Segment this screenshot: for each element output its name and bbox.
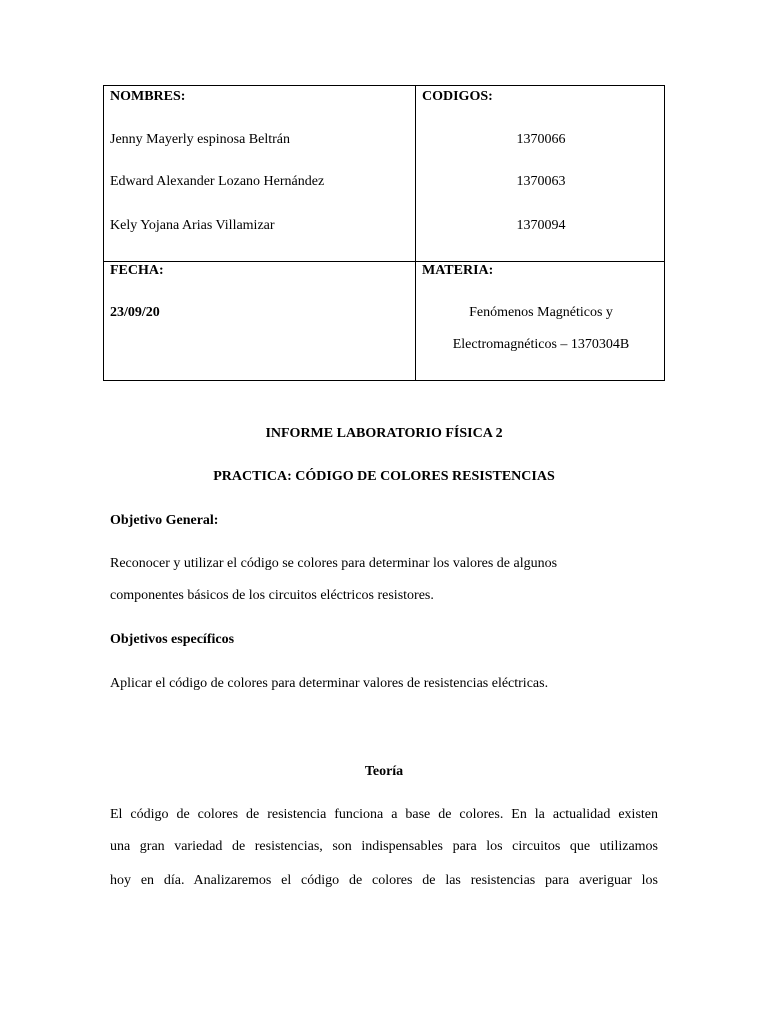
theory-line-1: El código de colores de resistencia funciona a base de colores. En la actualidad existen: [110, 807, 658, 822]
table-divider-horizontal: [104, 261, 664, 262]
subject-label: MATERIA:: [422, 263, 494, 278]
codes-label: CODIGOS:: [422, 89, 493, 104]
general-objective-line-2: componentes básicos de los circuitos eléctricos resistores.: [110, 588, 434, 603]
general-objective-heading: Objetivo General:: [110, 513, 219, 528]
header-info-table: [103, 85, 665, 381]
date-label: FECHA:: [110, 263, 164, 278]
subject-line-1: Fenómenos Magnéticos y: [469, 305, 613, 320]
student-name-1: Jenny Mayerly espinosa Beltrán: [110, 132, 291, 147]
subject-line-2: Electromagnéticos – 1370304B: [452, 337, 630, 352]
theory-heading: Teoría: [364, 764, 404, 779]
student-code-1: 1370066: [516, 132, 566, 147]
theory-line-3: hoy en día. Analizaremos el código de colores de las resistencias para averiguar los: [110, 873, 658, 888]
report-title: INFORME LABORATORIO FÍSICA 2: [265, 426, 503, 441]
student-code-3: 1370094: [516, 218, 566, 233]
student-name-2: Edward Alexander Lozano Hernández: [110, 174, 325, 189]
specific-objectives-heading: Objetivos específicos: [110, 632, 235, 647]
theory-line-2: una gran variedad de resistencias, son indispensables para los circuitos que utilizamos: [110, 839, 658, 854]
general-objective-line-1: Reconocer y utilizar el código se colores para determinar los valores de algunos: [110, 556, 558, 571]
report-subtitle: PRACTICA: CÓDIGO DE COLORES RESISTENCIAS: [213, 469, 555, 484]
student-name-3: Kely Yojana Arias Villamizar: [110, 218, 275, 233]
date-value: 23/09/20: [110, 305, 160, 320]
specific-objective-text: Aplicar el código de colores para determinar valores de resistencias eléctricas.: [110, 676, 549, 691]
student-code-2: 1370063: [516, 174, 566, 189]
names-label: NOMBRES:: [110, 89, 186, 104]
